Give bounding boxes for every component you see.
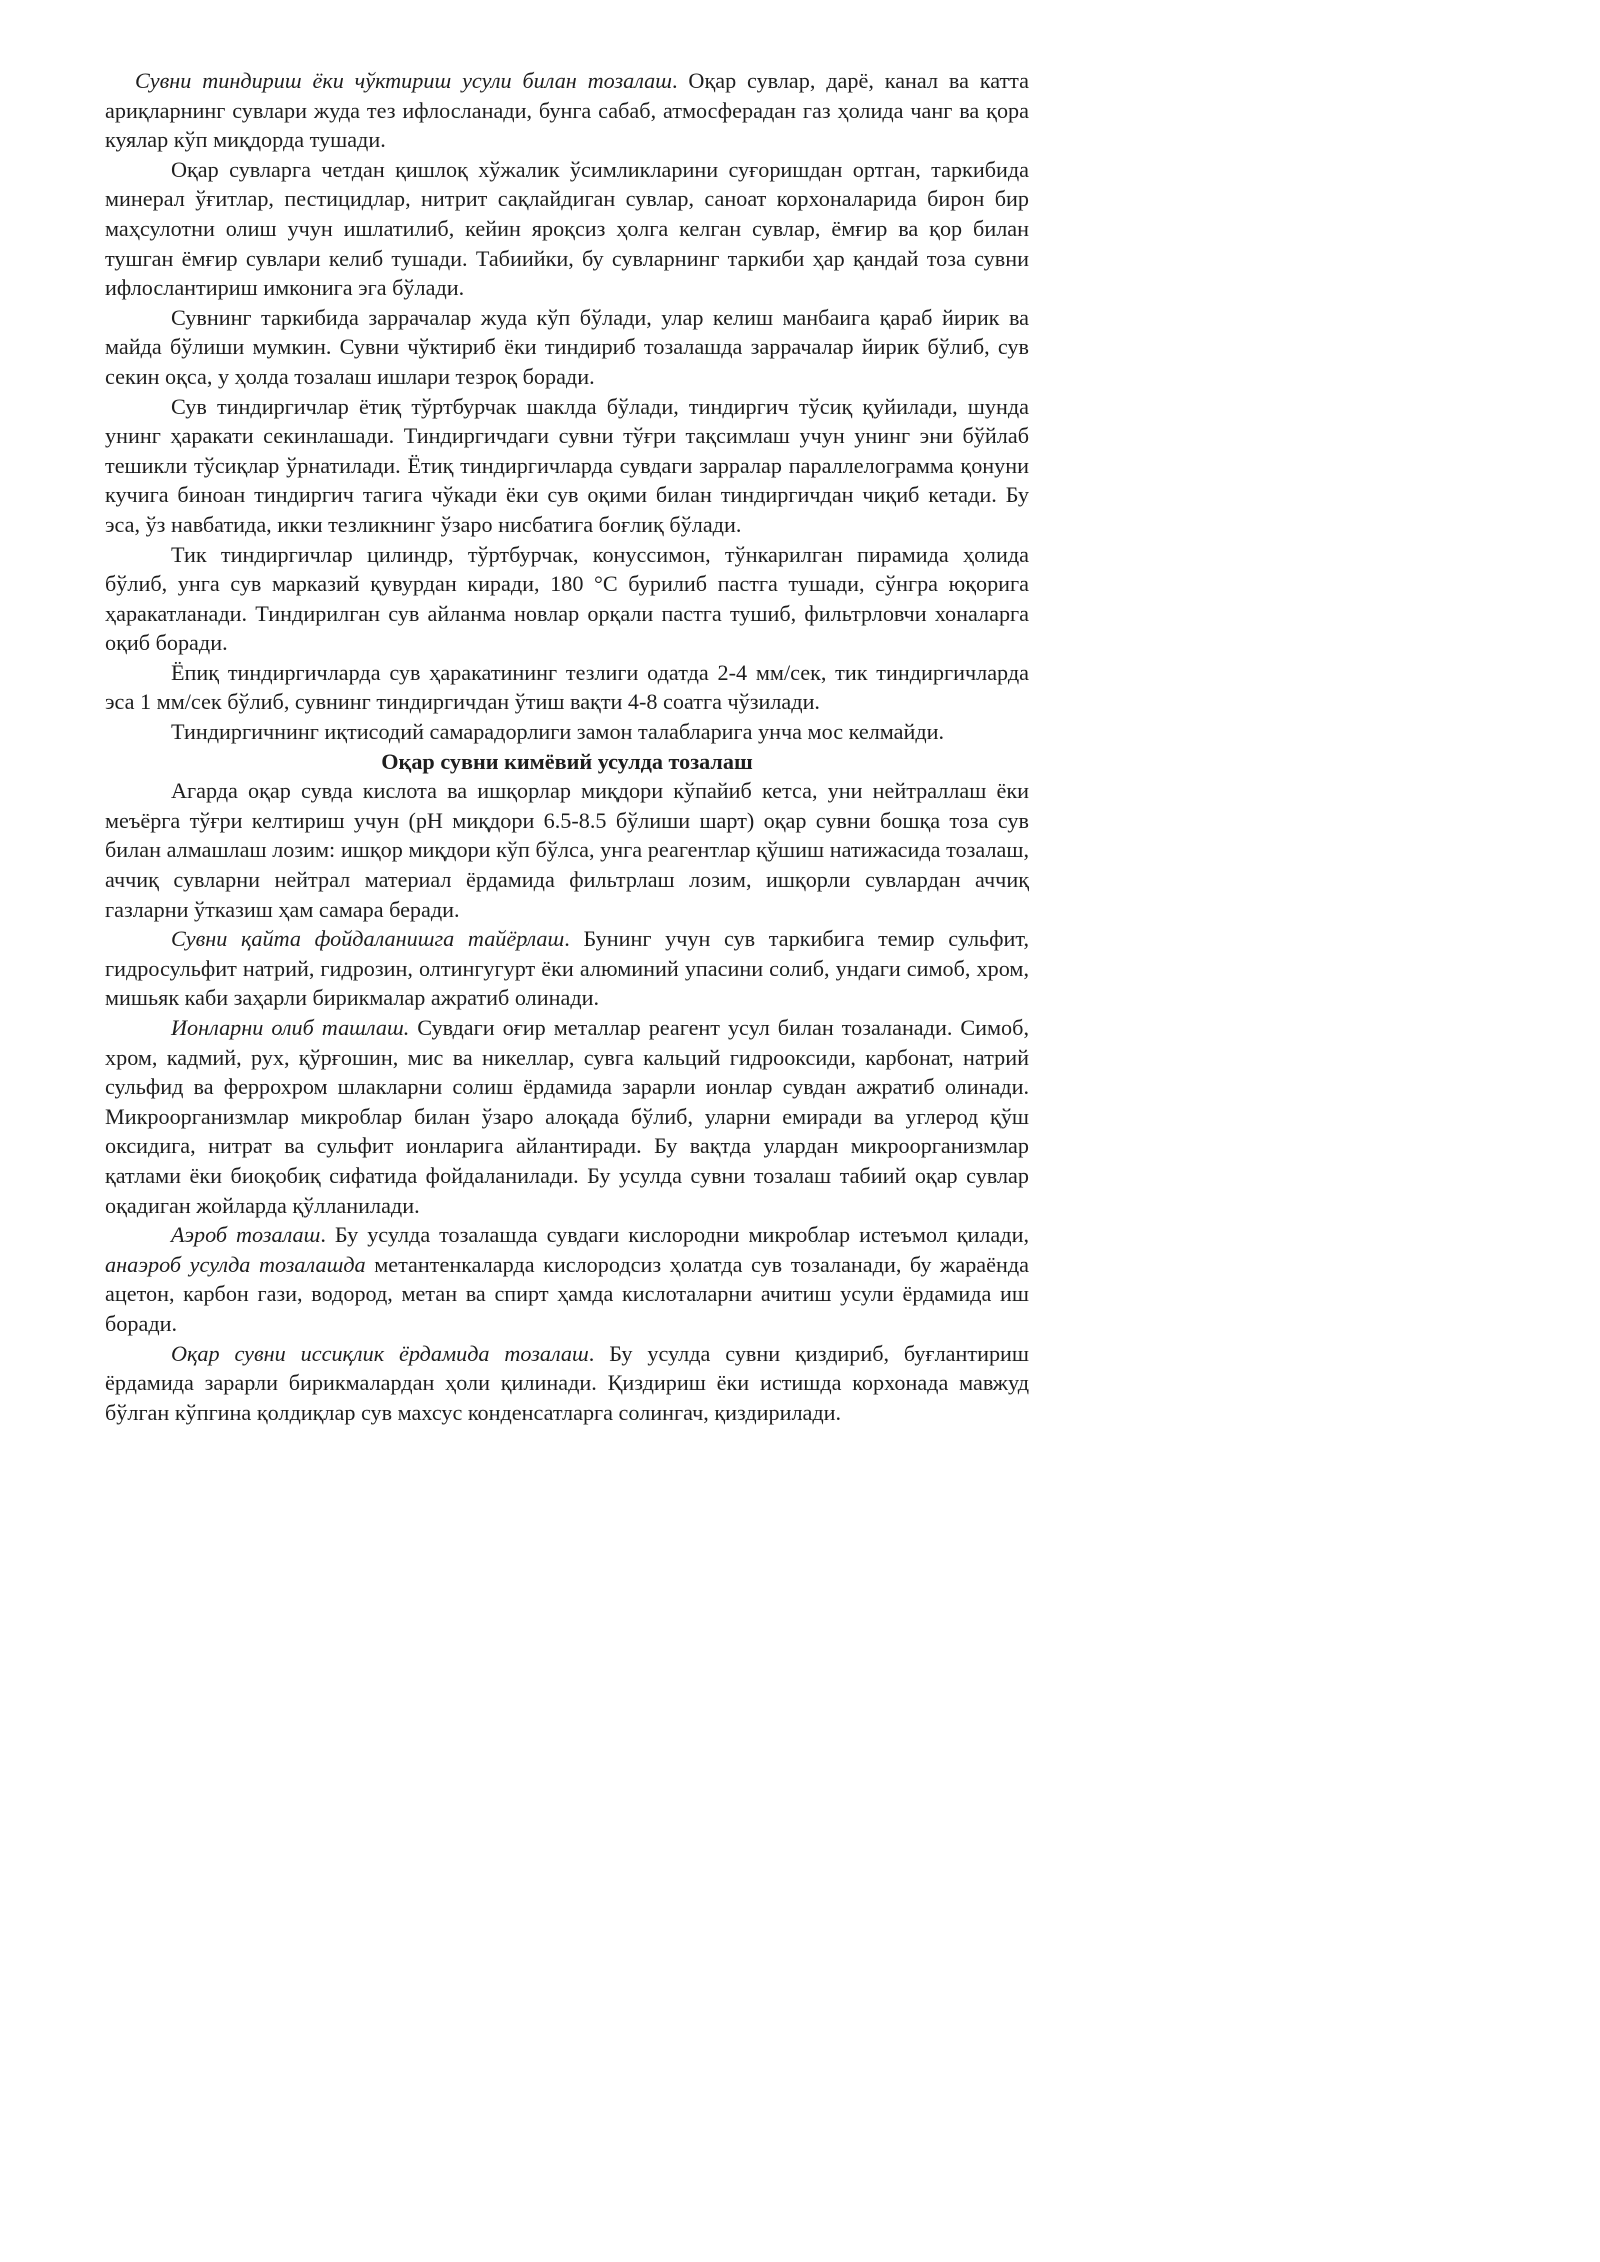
- paragraph-neutralization: [105, 776, 1029, 924]
- paragraph-horizontal-settlers: [105, 392, 1029, 540]
- paragraph-reuse-preparation: [105, 924, 1029, 1013]
- paragraph-aerobic: [105, 1220, 1029, 1338]
- paragraph-text: Сув тиндиргичлар ётиқ тўртбурчак шаклда бўлади, тиндиргич тўсиқ қуйилади, шунда унинг ҳаракати секинлашади. Тиндиргичдаги сувни тўғри тақсимлаш учун унинг эни бўйлаб тешикли тўсиқлар ўрнатилади. Ётиқ тиндиргичларда сувдаги зарралар параллелограмма қонуни кучига биноан тиндиргич тагига чўкади ёки сув оқими билан тиндиргичдан чиқиб кетади. Бу эса, ўз навбатида, икки тезликнинг ўзаро нисбатига боғлиқ бўлади.: [105, 393, 1029, 537]
- italic-term: Сувни тиндириш ёки чўктириш усули билан тозалаш: [135, 68, 673, 93]
- paragraph-text: . Бу усулда тозалашда сувдаги кислородни микроблар истеъмол қилади,: [320, 1222, 1029, 1248]
- paragraph-text: Сувдаги оғир металлар реагент усул билан тозаланади. Симоб, хром, кадмий, рух, қўрғошин, мис ва никеллар, сувга кальций гидрооксиди, карбонат, натрий сульфид ва феррохром шлакларни солиш ёрдамида зарарли ионлар сувдан ажратиб олинади. Микроорганизмлар микроблар билан ўзаро алоқада бўлиб, уларни емиради ва углерод қўш оксидига, нитрат ва сульфит ионларига айлантиради. Бу вақтда улардан микроорганизмлар қатлами ёки биоқобиқ сифатида фойдаланилади. Бу усулда сувни тозалаш табиий оқар сувлар оқадиган жойларда қўлланилади.: [105, 1015, 1029, 1218]
- document-page: [105, 66, 1029, 1427]
- paragraph-sedimentation: [105, 66, 1029, 155]
- paragraph-vertical-settlers: [105, 540, 1029, 658]
- paragraph-thermal: [105, 1339, 1029, 1428]
- italic-term: Ионларни олиб ташлаш.: [171, 1015, 410, 1040]
- paragraph-text: . Бу усулда сувни қиздириб, буғлантириш ёрдамида зарарли бирикмалардан ҳоли қилинади. Қиздириш ёки истишда корхонада мавжуд бўлган кўпгина қолдиқлар сув махсус конденсатларга солингач, қиздирилади.: [105, 1340, 1029, 1425]
- paragraph-particles: [105, 303, 1029, 392]
- paragraph-flow-speed: [105, 658, 1029, 717]
- paragraph-text: Оқар сувларга четдан қишлоқ хўжалик ўсимликларини суғоришдан ортган, таркибида минерал ўғитлар, пестицидлар, нитрит сақлайдиган сувлар, саноат корхоналарида бирон бир маҳсулотни олиш учун ишлатилиб, кейин яроқсиз ҳолга келган сувлар, ёмғир ва қор билан тушган ёмғир сувлари келиб тушади. Табиийки, бу сувларнинг таркиби ҳар қандай тоза сувни ифлослантириш имконига эга бўлади.: [105, 156, 1029, 301]
- paragraph-text: Агарда оқар сувда кислота ва ишқорлар миқдори кўпайиб кетса, уни нейтраллаш ёки меъёрга тўғри келтириш учун (рН миқдори 6.5-8.5 бўлиши шарт) оқар сувни бошқа тоза сув билан алмашлаш лозим: ишқор миқдори кўп бўлса, унга реагентлар қўшиш натижасида тозалаш, аччиқ сувларни нейтрал материал ёрдамида фильтрлаш лозим, ишқорли сувлардан аччиқ газларни ўтказиш ҳам самара беради.: [105, 778, 1029, 922]
- italic-term: Сувни қайта фойдаланишга тайёрлаш: [171, 926, 565, 952]
- paragraph-text: Ёпиқ тиндиргичларда сув ҳаракатининг тезлиги одатда 2-4 мм/сек, тик тиндиргичларда эса 1 мм/сек бўлиб, сувнинг тиндиргичдан ўтиш вақти 4-8 соатга чўзилади.: [105, 659, 1029, 715]
- paragraph-text: Тиндиргичнинг иқтисодий самарадорлиги замон талабларига унча мос келмайди.: [171, 719, 945, 745]
- paragraph-text: . Оқар сувлар, дарё, канал ва катта ариқларнинг сувлари жуда тез ифлосланади, бунга сабаб, атмосферадан газ ҳолида чанг ва қора куялар кўп миқдорда тушади.: [105, 68, 1029, 153]
- paragraph-text: . Бунинг учун сув таркибига темир сульфит, гидросульфит натрий, гидрозин, олтингугурт ёки алюминий упасини солиб, ундаги симоб, хром, мишьяк каби заҳарли бирикмалар ажратиб олинади.: [105, 926, 1029, 1011]
- paragraph-efficiency: [105, 717, 1029, 747]
- paragraph-wastewater-sources: [105, 155, 1029, 303]
- paragraph-ion-removal: [105, 1013, 1029, 1220]
- italic-term: анаэроб усулда тозалашда: [105, 1251, 366, 1277]
- paragraph-text: Тик тиндиргичлар цилиндр, тўртбурчак, конуссимон, тўнкарилган пирамида ҳолида бўлиб, унга сув марказий қувурдан киради, 180 °С бурилиб пастга тушади, сўнгра юқорига ҳаракатланади. Тиндирилган сув айланма новлар орқали пастга тушиб, фильтрловчи хоналарга оқиб боради.: [105, 541, 1029, 656]
- italic-term: Оқар сувни иссиқлик ёрдамида тозалаш: [171, 1340, 589, 1366]
- section-heading: Оқар сувни кимёвий усулда тозалаш: [381, 748, 753, 774]
- paragraph-text: Сувнинг таркибида заррачалар жуда кўп бўлади, улар келиш манбаига қараб йирик ва майда бўлиши мумкин. Сувни чўктириб ёки тиндириб тозалашда заррачалар йирик бўлиб, сув секин оқса, у ҳолда тозалаш ишлари тезроқ боради.: [105, 304, 1029, 389]
- paragraph-text: метантенкаларда кислородсиз ҳолатда сув тозаланади, бу жараёнда ацетон, карбон гази, водород, метан ва спирт ҳамда кислоталарни ачитиш усули ёрдамида иш боради.: [105, 1251, 1030, 1336]
- italic-term: Аэроб тозалаш: [171, 1222, 321, 1248]
